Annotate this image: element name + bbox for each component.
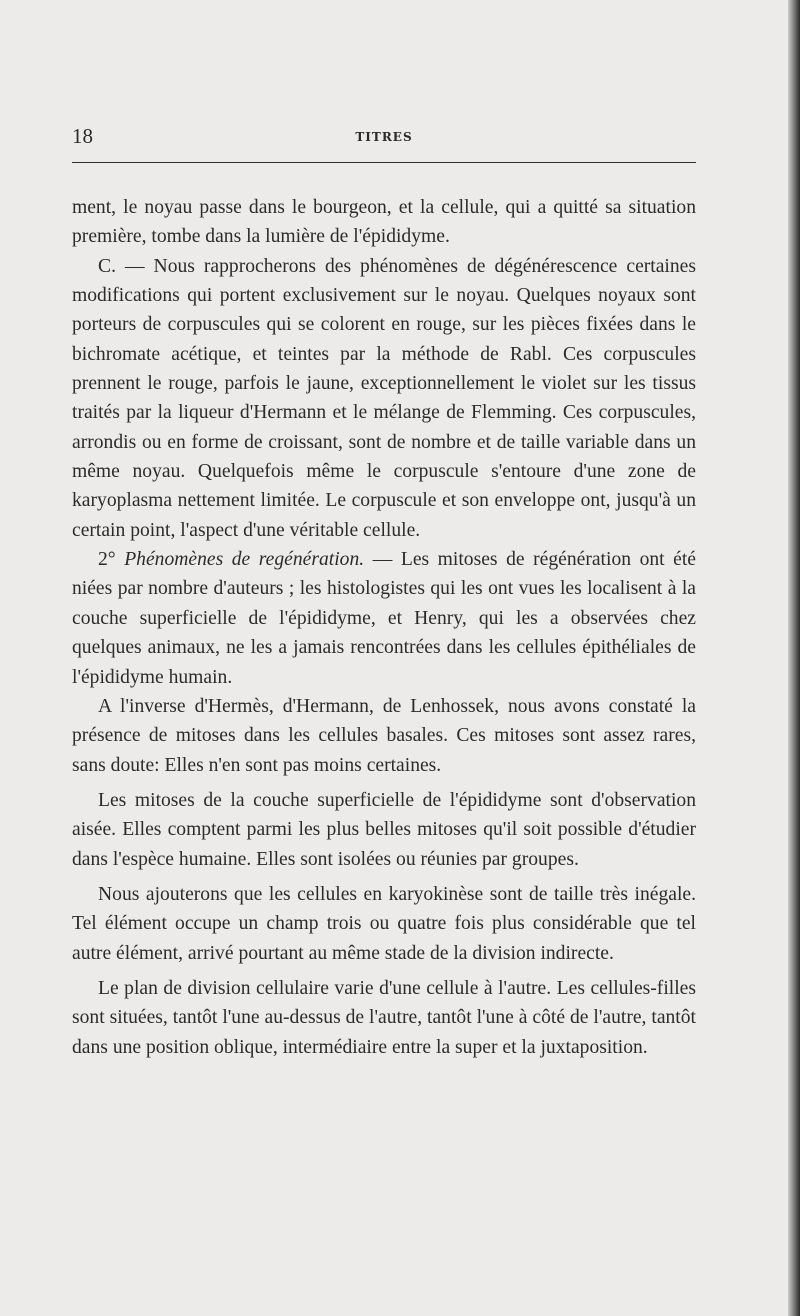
- header-rule: [72, 162, 696, 163]
- section-heading: Phénomènes de regénération.: [124, 549, 365, 571]
- paragraph-7: Le plan de division cellulaire varie d'une cellule à l'autre. Les cellules-filles sont situées, tantôt l'une au-dessus de l'autre, tantôt l'une à côté de l'autre, tantôt dans une position oblique, intermédiaire entre la super et la juxtaposition.: [72, 977, 696, 1058]
- paragraph-3: [72, 545, 696, 692]
- paragraph-1: ment, le noyau passe dans le bourgeon, et la cellule, qui a quitté sa situation première, tombe dans la lumière de l'épididyme.: [72, 197, 696, 248]
- paragraph-5: Les mitoses de la couche superficielle de l'épididyme sont d'observation aisée. Elles comptent parmi les plus belles mitoses qu'il soit possible d'étudier dans l'espèce humaine. Elles sont isolées ou réunies par groupes.: [72, 789, 696, 870]
- paragraph-6: Nous ajouterons que les cellules en karyokinèse sont de taille très inégale. Tel élément occupe un champ trois ou quatre fois plus considérable que tel autre élément, arrivé pourtant au même stade de la division indirecte.: [72, 883, 696, 964]
- page-number: 18: [72, 124, 93, 148]
- running-head: TITRES: [355, 130, 413, 144]
- page-edge-shadow: [788, 0, 800, 1316]
- paragraph-4: A l'inverse d'Hermès, d'Hermann, de Lenhossek, nous avons constaté la présence de mitoses dans les cellules basales. Ces mitoses sont assez rares, sans doute: Elles n'en sont pas moins certaines.: [72, 695, 696, 776]
- body-text: [72, 193, 696, 1062]
- page-header: [72, 124, 696, 154]
- paragraph-3-text: — Les mitoses de régénération ont été niées par nombre d'auteurs ; les histologistes qui les ont vues les localisent à la couche superficielle de l'épididyme, et Henry, qui les a observées chez quelques animaux, ne les a jamais rencontrées dans les cellules épithéliales de l'épididyme humain.: [72, 549, 696, 688]
- section-number: 2°: [98, 549, 116, 571]
- paragraph-2: C. — Nous rapprocherons des phénomènes de dégénérescence certaines modifications qui portent exclusivement sur le noyau. Quelques noyaux sont porteurs de corpuscules qui se colorent en rouge, sur les pièces fixées dans le bichromate acétique, et teintes par la méthode de Rabl. Ces corpuscules prennent le rouge, parfois le jaune, exceptionnellement le violet sur les tissus traités par la liqueur d'Hermann et le mélange de Flemming. Ces corpuscules, arrondis ou en forme de croissant, sont de nombre et de taille variable dans un même noyau. Quelquefois même le corpuscule s'entoure d'une zone de karyoplasma nettement limitée. Le corpuscule et son enveloppe ont, jusqu'à un certain point, l'aspect d'une véritable cellule.: [72, 255, 696, 541]
